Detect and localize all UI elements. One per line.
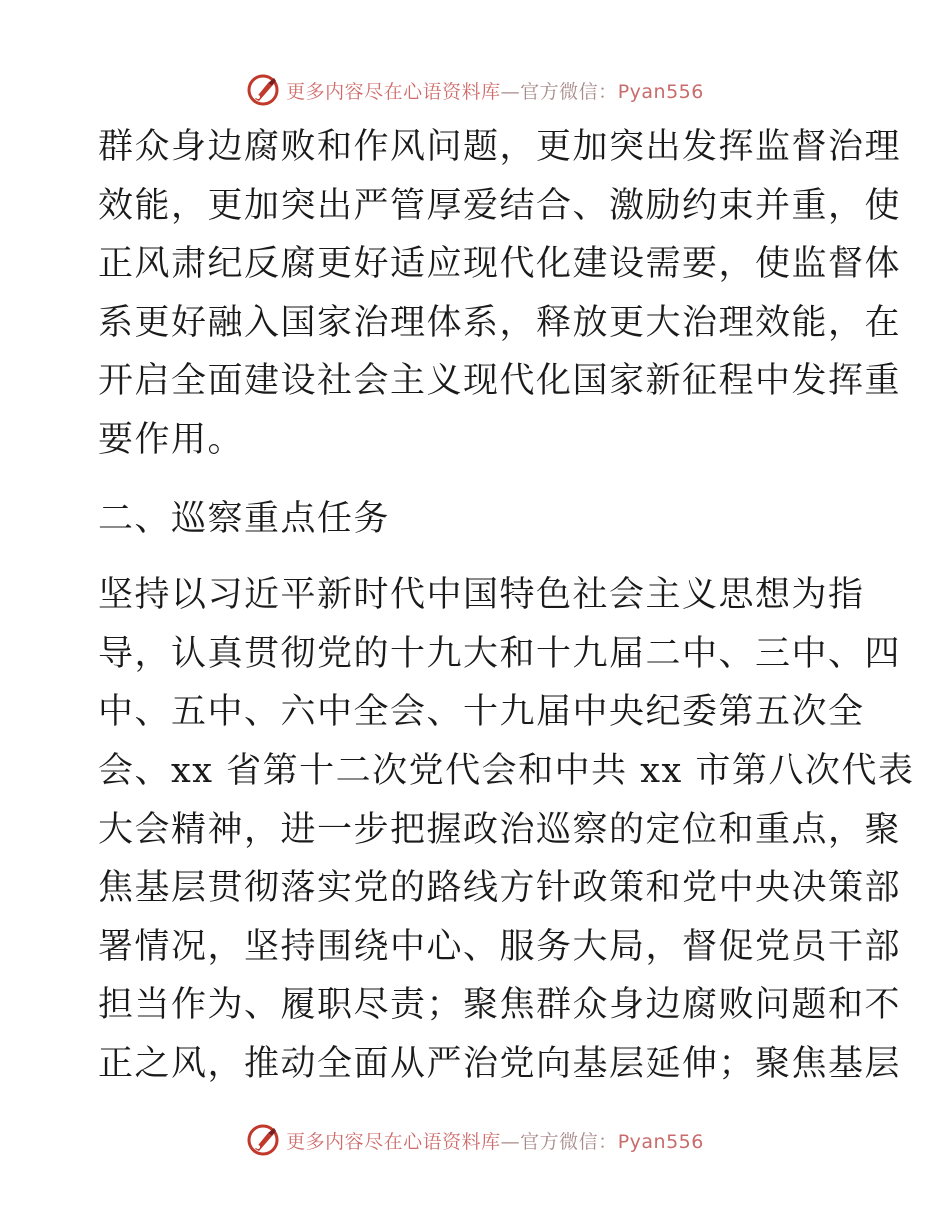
section-heading: 二、巡察重点任务 (98, 498, 391, 539)
text-line: 要作用。 (98, 419, 245, 460)
document-body (98, 118, 915, 1094)
text-line: 群众身边腐败和作风问题，更加突出发挥监督治理 (98, 127, 902, 167)
banner-site-text: 更多内容尽在心语资料库 (286, 1130, 501, 1153)
banner-wechat-label: 官方微信： (520, 1130, 618, 1153)
heading-spacer-top (98, 470, 858, 490)
text-line: 开启全面建设社会主义现代化国家新征程中发挥重 (98, 361, 902, 402)
paragraph-2 (98, 566, 915, 1093)
paragraph-1 (98, 118, 902, 470)
footer-banner (0, 1120, 950, 1160)
quill-logo-icon (246, 73, 280, 107)
banner-wechat-label: 官方微信： (520, 80, 618, 103)
banner-wechat-id: Pyan556 (617, 1130, 704, 1153)
text-line: 坚持以习近平新时代中国特色社会主义思想为指 (98, 575, 865, 616)
banner-separator: — (500, 1130, 521, 1153)
text-line: 导，认真贯彻党的十九大和十九届二中、三中、四 (98, 633, 902, 674)
banner-site-text: 更多内容尽在心语资料库 (286, 80, 501, 103)
header-banner (0, 70, 950, 110)
text-line: 担当作为、履职尽责；聚焦群众身边腐败问题和不 (98, 985, 902, 1026)
text-line: 署情况，坚持围绕中心、服务大局，督促党员干部 (98, 926, 902, 967)
text-line: 正之风，推动全面从严治党向基层延伸；聚焦基层 (98, 1043, 902, 1084)
text-line: 系更好融入国家治理体系，释放更大治理效能，在 (98, 302, 902, 343)
text-line: 大会精神，进一步把握政治巡察的定位和重点，聚 (98, 809, 902, 850)
quill-logo-icon (246, 1123, 280, 1157)
text-line: 会、xx 省第十二次党代会和中共 xx 市第八次代表 (98, 750, 915, 791)
banner-separator: — (500, 80, 521, 103)
text-line: 焦基层贯彻落实党的路线方针政策和党中央决策部 (98, 868, 902, 909)
banner-wechat-id: Pyan556 (617, 80, 704, 103)
text-line: 效能，更加突出严管厚爱结合、激励约束并重，使 (98, 185, 902, 226)
heading-spacer-bottom (98, 548, 858, 566)
text-line: 正风肃纪反腐更好适应现代化建设需要，使监督体 (98, 244, 902, 285)
text-line: 中、五中、六中全会、十九届中央纪委第五次全 (98, 692, 865, 733)
